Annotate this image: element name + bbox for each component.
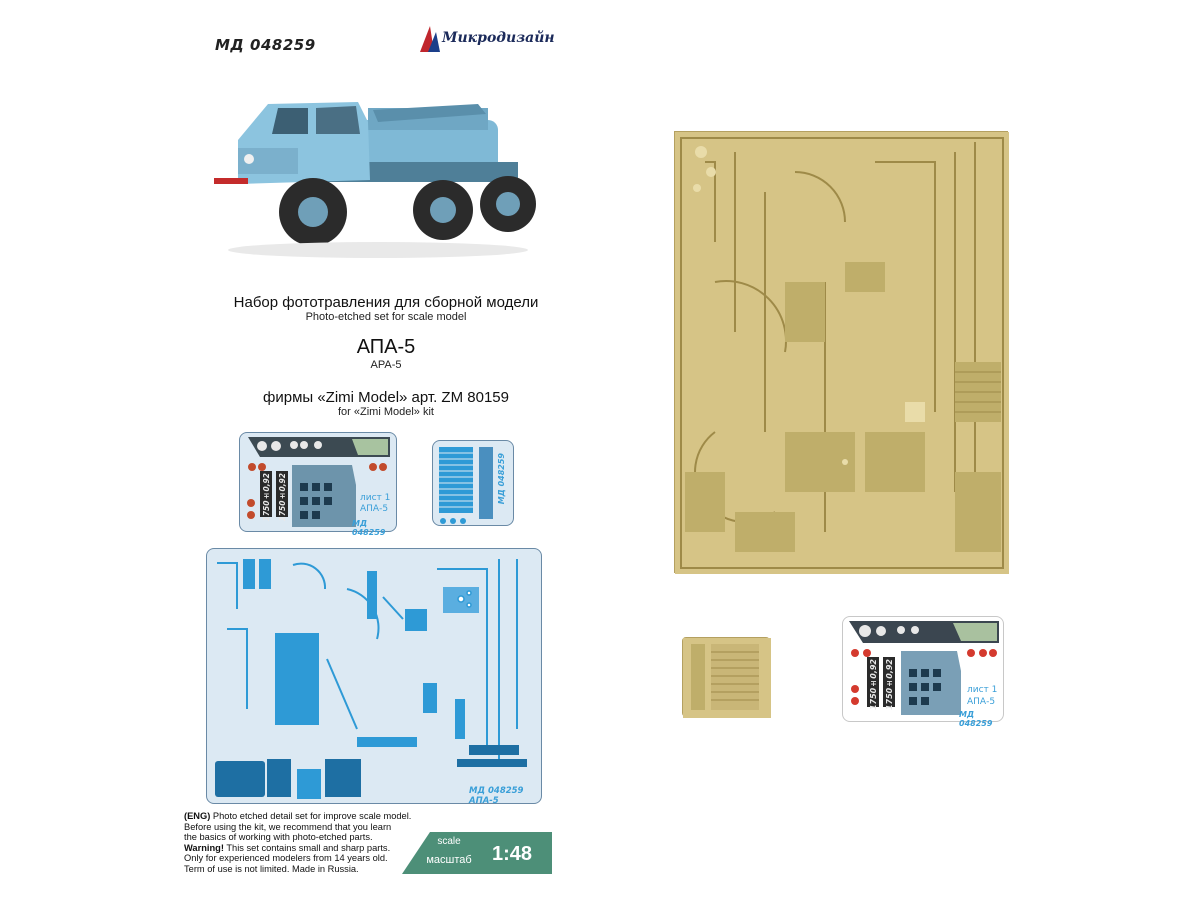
- set-title-ru: Набор фототравления для сборной модели: [233, 294, 539, 311]
- truck-bumper: [214, 178, 248, 184]
- truck-wheels: [279, 176, 536, 246]
- small-sheet-code: МД 048259: [497, 453, 506, 505]
- photo-label-line2: АПА-5: [967, 697, 996, 707]
- truck-photo: [208, 92, 553, 262]
- kit-title-ru: фирмы «Zimi Model» арт. ZM 80159: [263, 389, 509, 406]
- brass-main-sheet-photo: [674, 131, 1008, 573]
- brand-name: Микродизайн: [442, 30, 555, 46]
- notes-line2: Before using the kit, we recommend that you learn: [184, 821, 392, 832]
- scale-label-ru: масштаб: [426, 854, 472, 866]
- printed-panel-photo: [842, 616, 1004, 728]
- notes-warning-tag: Warning!: [184, 842, 224, 853]
- article-code: МД 048259: [215, 36, 316, 54]
- brass-small-sheet-photo: [682, 637, 770, 717]
- gauge-label-2: 1750±0,92: [278, 473, 287, 522]
- set-title-en: Photo-etched set for scale model: [305, 311, 467, 323]
- photo-sheet-code: МД 048259: [959, 710, 993, 728]
- gauge-label-1: 1750±0,92: [262, 473, 271, 522]
- usage-notes: [184, 811, 414, 875]
- sheet1-label-line1: лист 1: [360, 493, 391, 503]
- sheet1-code: МД 048259: [352, 519, 386, 537]
- notes-line5: Only for experienced modelers from 14 years old.: [184, 853, 388, 864]
- notes-line4: This set contains small and sharp parts.: [223, 842, 391, 853]
- photo-gauge-label-2: 1750±0,92: [885, 659, 894, 711]
- notes-line6: Term of use is not limited. Made in Russia.: [184, 863, 359, 874]
- small-sheet-drawing: [432, 440, 514, 526]
- truck-window-front: [272, 108, 308, 134]
- sheet1-drawing: [239, 432, 397, 537]
- notes-line1: Photo etched detail set for improve scale model.: [210, 811, 412, 821]
- kit-title-en: for «Zimi Model» kit: [338, 406, 434, 418]
- notes-eng-tag: (ENG): [184, 811, 211, 821]
- main-sheet-code: МД 048259 АПА-5: [469, 786, 524, 806]
- photo-label-line1: лист 1: [967, 685, 998, 695]
- model-name-ru: АПА-5: [356, 336, 416, 358]
- model-name-en: APA-5: [370, 359, 402, 371]
- truck-window-side: [316, 106, 360, 134]
- main-sheet-drawing: [206, 548, 542, 804]
- notes-line3: the basics of working with photo-etched parts.: [184, 832, 373, 843]
- scale-label-en: scale: [437, 836, 461, 847]
- sheet1-label-line2: АПА-5: [360, 504, 389, 514]
- scale-value: 1:48: [492, 843, 533, 865]
- photo-gauge-label-1: 1750±0,92: [869, 659, 878, 711]
